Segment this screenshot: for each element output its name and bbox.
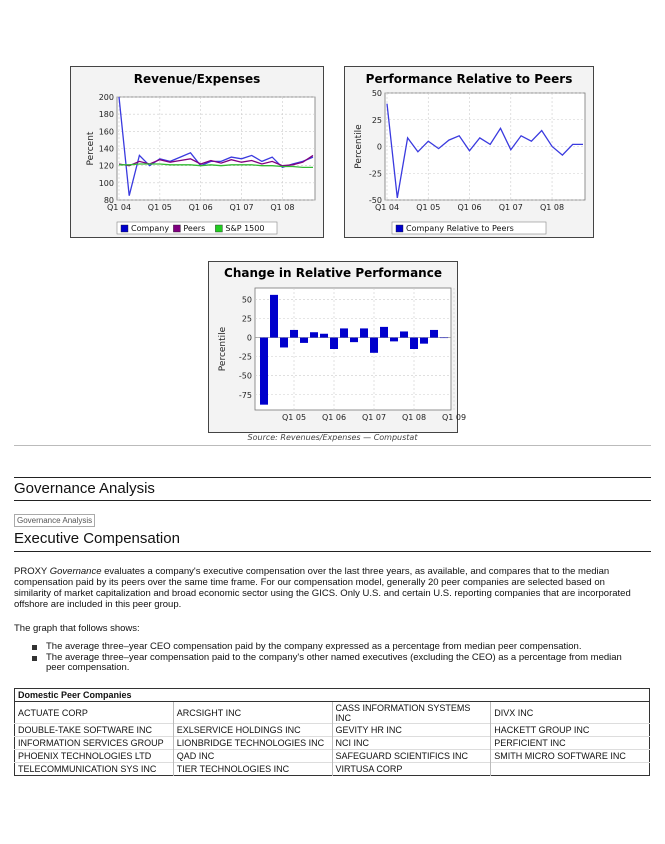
table-cell: PERFICIENT INC	[491, 737, 650, 750]
bullet-item: The average three–year CEO compensation paid by the company expressed as a percentage from median peer compensation.	[28, 642, 635, 653]
x-tick-label: Q1 09	[441, 413, 467, 422]
table-cell: SMITH MICRO SOFTWARE INC	[491, 750, 650, 763]
x-tick-label: Q1 06	[457, 203, 482, 212]
table-cell: ACTUATE CORP	[15, 702, 174, 724]
bullet-list	[28, 642, 635, 674]
governance-tab[interactable]: Governance Analysis	[14, 514, 95, 527]
revenue-expenses-svg	[71, 67, 323, 237]
change-relative-svg	[209, 262, 467, 432]
y-tick-label: 140	[98, 144, 114, 154]
x-tick-label: Q1 05	[147, 203, 172, 212]
bar	[350, 338, 358, 343]
bar	[370, 338, 378, 353]
table-cell: DOUBLE-TAKE SOFTWARE INC	[15, 724, 174, 737]
y-tick-label: 80	[103, 196, 114, 205]
table-row	[15, 763, 650, 776]
table-row	[15, 724, 650, 737]
legend-label: S&P 1500	[225, 224, 265, 233]
table-cell: GEVITY HR INC	[332, 724, 491, 737]
bar	[330, 338, 338, 349]
performance-relative-svg	[345, 67, 593, 237]
x-tick-label: Q1 08	[270, 203, 295, 212]
table-cell: HACKETT GROUP INC	[491, 724, 650, 737]
bar	[310, 332, 318, 337]
change-relative-chart	[208, 261, 467, 433]
executive-compensation-heading: Executive Compensation	[14, 530, 180, 547]
legend-label: Peers	[183, 224, 206, 233]
table-cell: EXLSERVICE HOLDINGS INC	[173, 724, 332, 737]
table-cell: DIVX INC	[491, 702, 650, 724]
chart-title: Change in Relative Performance	[224, 266, 442, 280]
intro-prefix: PROXY	[14, 566, 50, 577]
y-tick-label: 200	[98, 93, 114, 102]
intro-paragraph	[14, 566, 641, 610]
y-tick-label: 0	[376, 142, 382, 152]
x-tick-label: Q1 05	[281, 413, 307, 422]
y-tick-label: 50	[371, 89, 382, 98]
x-tick-label: Q1 04	[374, 203, 400, 212]
governance-bottom-rule	[14, 500, 651, 501]
bar	[290, 330, 298, 338]
bar	[340, 328, 348, 337]
bar	[390, 338, 398, 342]
bar	[270, 295, 278, 338]
x-tick-label: Q1 07	[229, 203, 254, 212]
governance-top-rule	[14, 477, 651, 478]
revenue-expenses-chart	[70, 66, 324, 238]
bar	[360, 328, 368, 337]
y-tick-label: 0	[246, 333, 252, 343]
legend-swatch	[173, 225, 180, 232]
y-tick-label: -75	[238, 390, 252, 400]
x-tick-label: Q1 04	[106, 203, 132, 212]
y-tick-label: 120	[98, 161, 114, 171]
bar	[420, 338, 428, 344]
legend-swatch	[121, 225, 128, 232]
table-cell: LIONBRIDGE TECHNOLOGIES INC	[173, 737, 332, 750]
table-cell: NCI INC	[332, 737, 491, 750]
performance-relative-chart	[344, 66, 594, 238]
table-cell: CASS INFORMATION SYSTEMS INC	[332, 702, 491, 724]
x-tick-label: Q1 06	[188, 203, 213, 212]
peer-companies-table	[14, 688, 650, 776]
governance-heading: Governance Analysis	[14, 480, 155, 497]
y-tick-label: -50	[368, 196, 382, 205]
table-cell: QAD INC	[173, 750, 332, 763]
exec-heading-rule	[14, 551, 651, 552]
y-tick-label: 50	[241, 295, 252, 305]
y-tick-label: -25	[238, 352, 252, 362]
x-tick-label: Q1 08	[401, 413, 427, 422]
table-cell: SAFEGUARD SCIENTIFICS INC	[332, 750, 491, 763]
chart-title: Performance Relative to Peers	[365, 72, 573, 86]
table-cell: INFORMATION SERVICES GROUP	[15, 737, 174, 750]
graph-intro: The graph that follows shows:	[14, 623, 140, 634]
table-cell: TIER TECHNOLOGIES INC	[173, 763, 332, 776]
x-tick-label: Q1 08	[539, 203, 565, 212]
bar	[260, 338, 268, 405]
y-tick-label: 25	[371, 115, 382, 125]
y-tick-label: 160	[98, 127, 114, 137]
y-tick-label: 100	[98, 178, 114, 188]
legend-swatch	[396, 225, 403, 232]
bar	[280, 338, 288, 348]
y-tick-label: 25	[241, 314, 252, 324]
table-row	[15, 737, 650, 750]
y-axis-label: Percentile	[218, 326, 228, 372]
y-axis-label: Percentile	[354, 124, 364, 169]
source-note: Source: Revenues/Expenses — Compustat	[247, 433, 418, 442]
y-tick-label: -50	[238, 371, 252, 381]
x-tick-label: Q1 07	[361, 413, 387, 422]
table-cell: PHOENIX TECHNOLOGIES LTD	[15, 750, 174, 763]
x-tick-label: Q1 06	[321, 413, 347, 422]
bullet-item: The average three–year compensation paid to the company's other named executives (excluding the CEO) as a percentage from median peer compensation.	[28, 653, 635, 674]
legend-label: Company Relative to Peers	[406, 224, 514, 233]
table-header: Domestic Peer Companies	[15, 689, 650, 702]
legend-label: Company	[131, 224, 170, 233]
y-tick-label: 180	[98, 110, 114, 120]
bar	[440, 338, 448, 339]
x-tick-label: Q1 07	[498, 203, 523, 212]
bar	[430, 330, 438, 338]
table-cell	[491, 763, 650, 776]
x-tick-label: Q1 05	[416, 203, 441, 212]
bar	[320, 334, 328, 338]
intro-text: evaluates a company's executive compensation over the last three years, as available, and compares that to the median compensation paid by its peers over the same time frame. For our compensation model, generally 20 peer companies are selected based on similarity of market capitalization and broad economic sector using the GICS. Only U.S. and certain U.S. reporting companies that are incorporated offshore are included in this peer group.	[14, 566, 631, 610]
bar	[410, 338, 418, 349]
bar	[300, 338, 308, 343]
table-header-row	[15, 689, 650, 702]
section-separator	[14, 445, 651, 446]
intro-emphasis: Governance	[49, 566, 102, 577]
chart-title: Revenue/Expenses	[133, 72, 261, 86]
bar	[380, 327, 388, 338]
legend-swatch	[215, 225, 222, 232]
plot-area	[255, 288, 451, 410]
table-cell: VIRTUSA CORP	[332, 763, 491, 776]
table-cell: ARCSIGHT INC	[173, 702, 332, 724]
y-axis-label: Percent	[86, 131, 96, 166]
bar	[400, 331, 408, 337]
table-row	[15, 702, 650, 724]
y-tick-label: -25	[368, 169, 382, 179]
table-row	[15, 750, 650, 763]
table-cell: TELECOMMUNICATION SYS INC	[15, 763, 174, 776]
